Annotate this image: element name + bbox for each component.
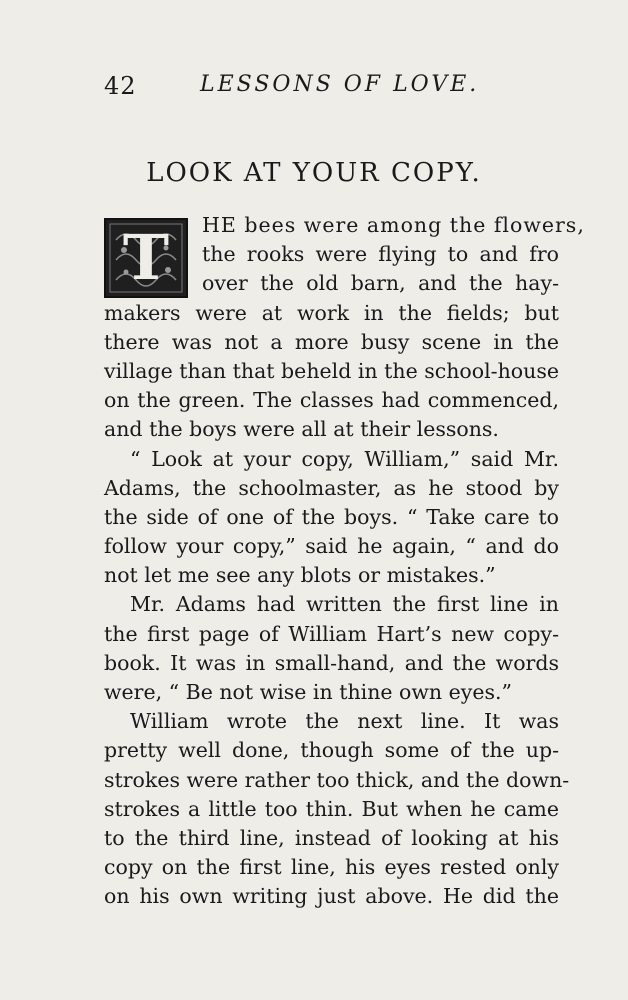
page-number: 42	[104, 72, 137, 100]
drop-cap-letter: T	[122, 221, 170, 294]
body-text	[104, 211, 585, 912]
text-line: “ Look at your copy, William,” said Mr.	[130, 446, 559, 471]
text-line: on the green. The classes had commenced,	[104, 388, 559, 413]
text-line: on his own writing just above. He did the	[104, 884, 559, 909]
text-line: were, “ Be not wise in thine own eyes.”	[104, 680, 513, 704]
text-line: Adams, the schoolmaster, as he stood by	[104, 475, 559, 500]
text-line: strokes a little too thin. But when he came	[104, 796, 559, 821]
text-line: over the old barn, and the hay-	[202, 271, 559, 296]
text-line: HE bees were among the flowers,	[202, 213, 585, 237]
text-line: makers were at work in the fields; but	[104, 300, 559, 325]
text-line: William wrote the next line. It was	[130, 709, 559, 734]
text-line: the first page of William Hart’s new copy-	[104, 621, 559, 646]
text-line: the rooks were flying to and fro	[202, 242, 559, 267]
text-line: copy on the first line, his eyes rested only	[104, 855, 559, 880]
text-line: Mr. Adams had written the first line in	[130, 592, 559, 617]
page-header	[104, 72, 574, 106]
text-line: the side of one of the boys. “ Take care to	[104, 504, 559, 529]
text-line: book. It was in small-hand, and the words	[104, 650, 559, 675]
text-line: and the boys were all at their lessons.	[104, 417, 499, 442]
text-line: pretty well done, though some of the up-	[104, 738, 559, 763]
text-line: village than that beheld in the school-house	[104, 358, 559, 383]
text-line: follow your copy,” said he again, “ and do	[104, 534, 559, 559]
chapter-title: LOOK AT YOUR COPY.	[146, 158, 482, 188]
text-line: there was not a more busy scene in the	[104, 329, 559, 354]
text-line: to the third line, instead of looking at his	[104, 825, 559, 850]
running-title: LESSONS OF LOVE.	[200, 72, 480, 97]
text-line: strokes were rather too thick, and the down-	[104, 767, 570, 792]
text-line: not let me see any blots or mistakes.”	[104, 563, 496, 588]
